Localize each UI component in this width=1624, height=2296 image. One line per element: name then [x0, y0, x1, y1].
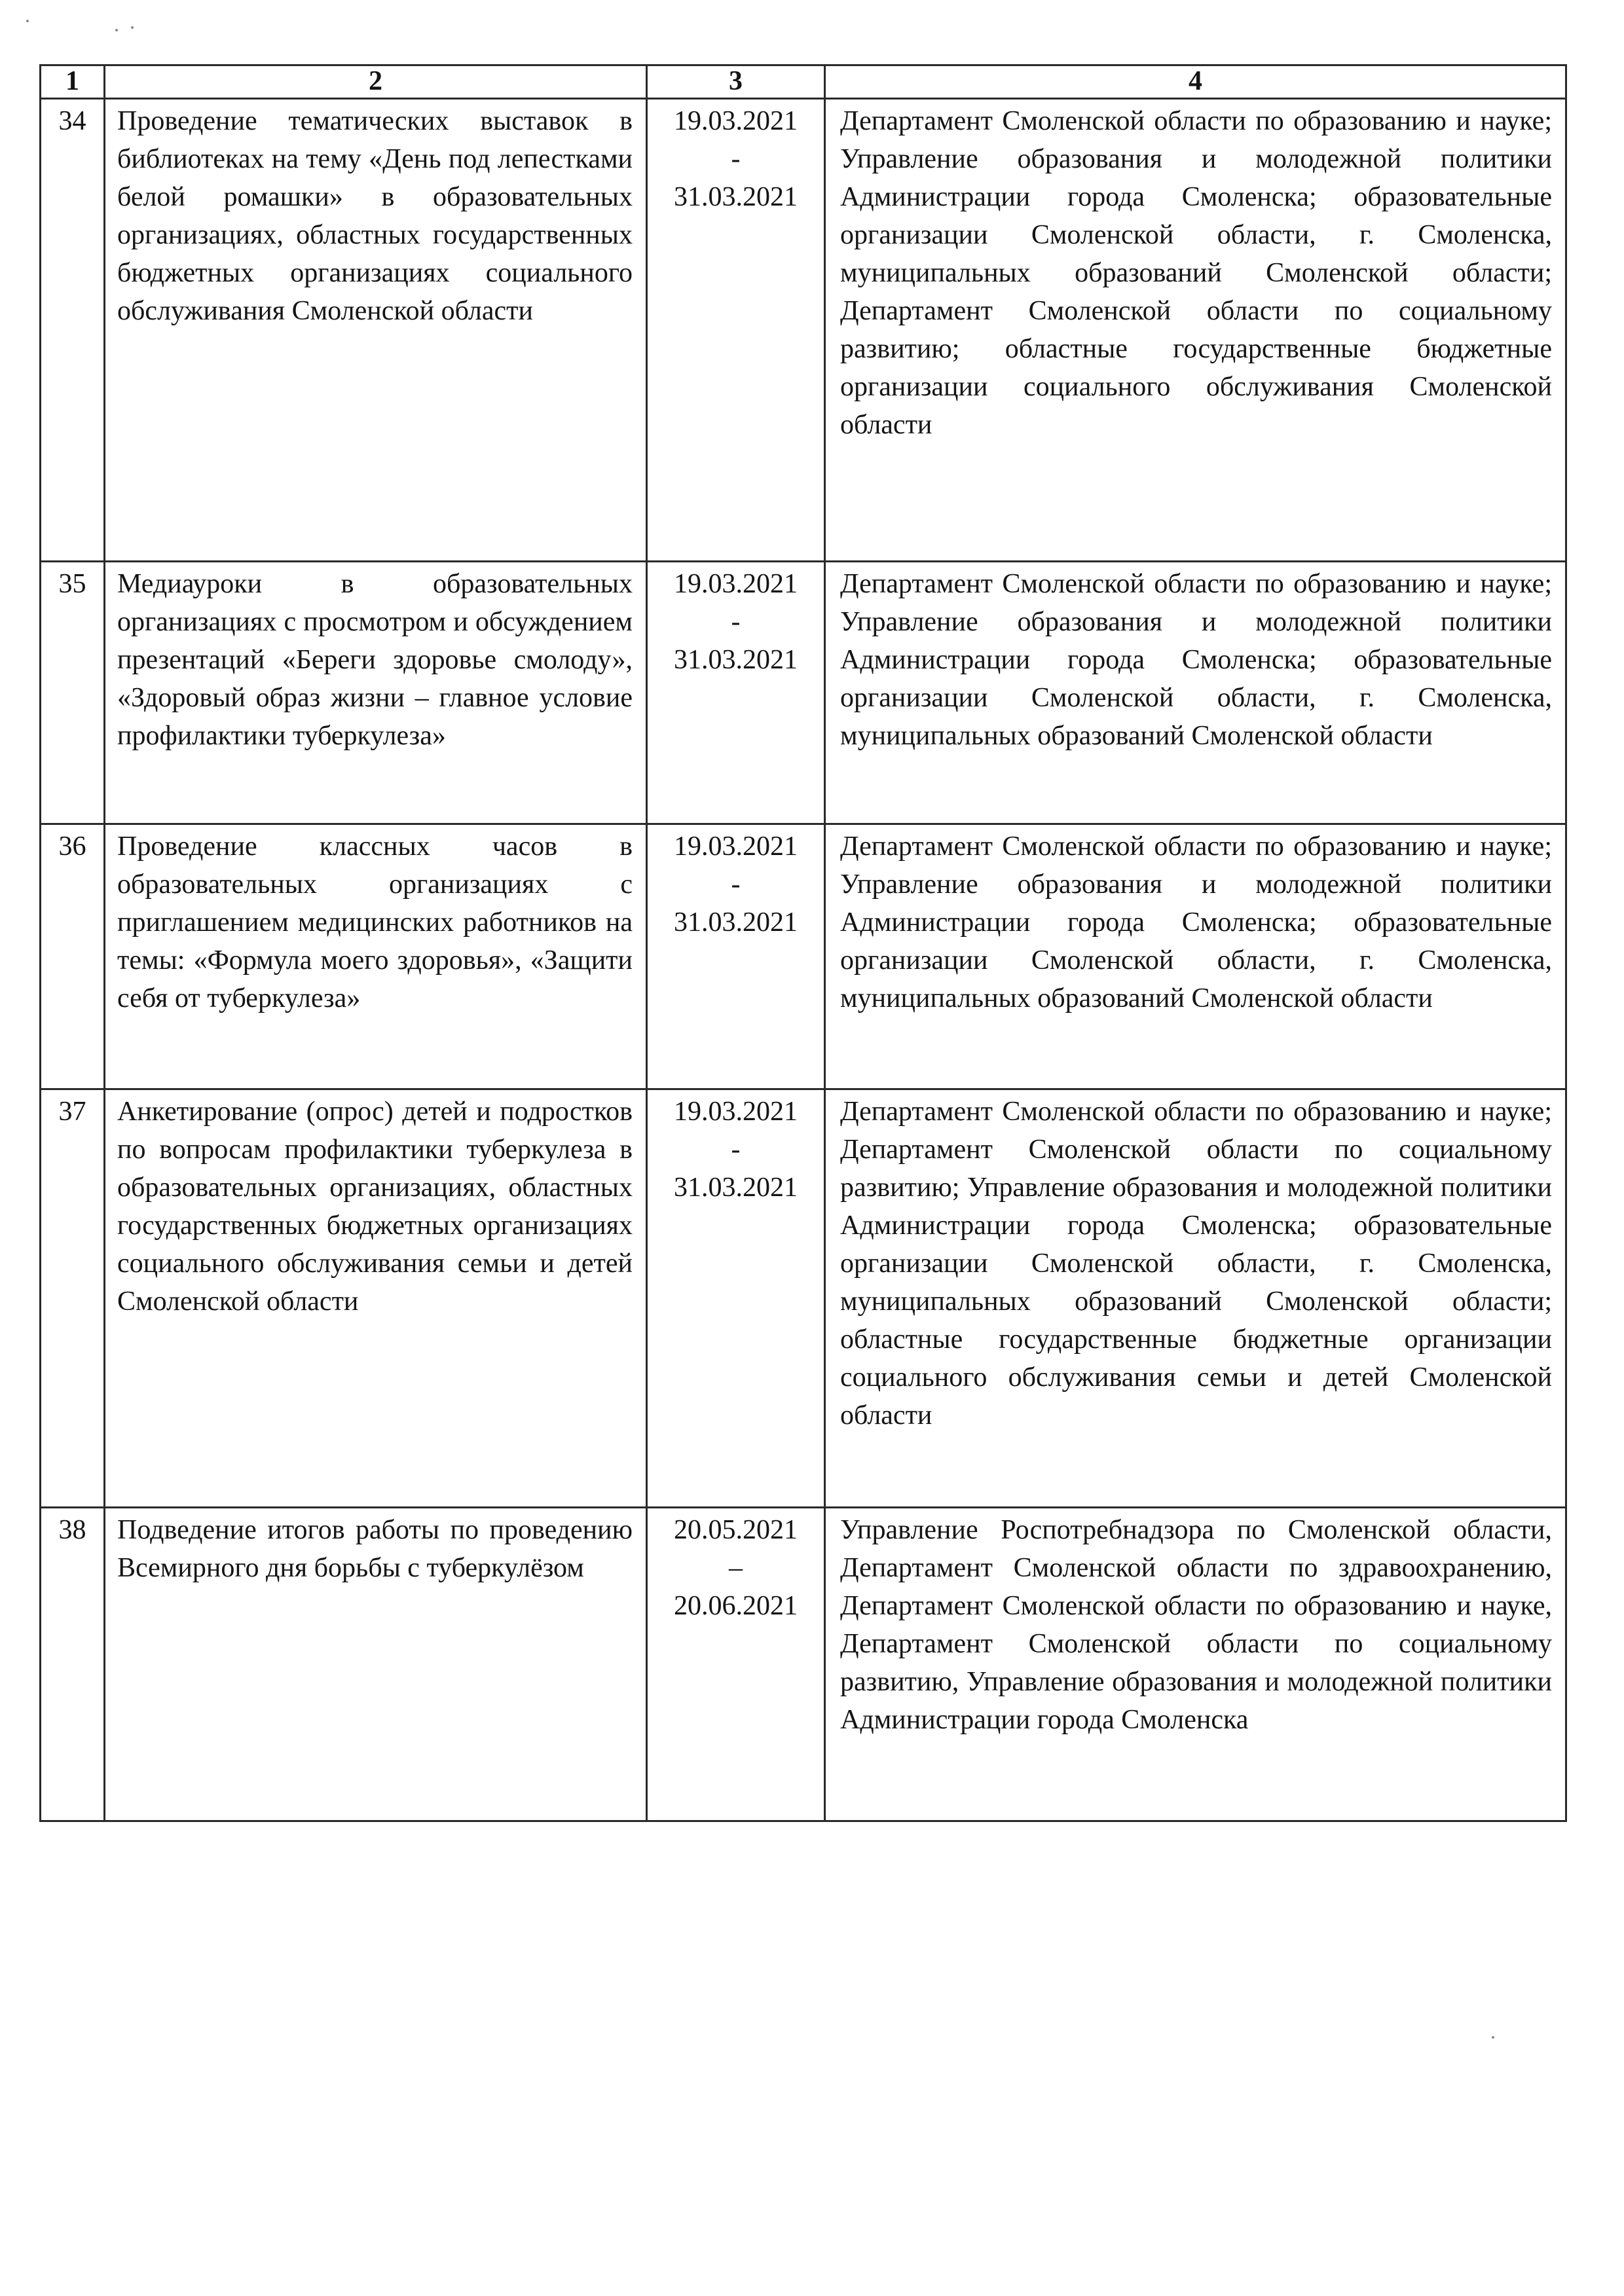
date-range [647, 1089, 825, 1508]
responsible-parties: Управление Роспотребнадзора по Смоленской области, Департамент Смоленской области по здравоохранению, Департамент Смоленской области по образованию и науке, Департамент Смоленской области по социальному развитию, Управление образования и молодежной политики Администрации города Смоленска [825, 1508, 1566, 1821]
date-range [647, 99, 825, 562]
date-start: 19.03.2021 [674, 569, 798, 599]
header-col-4: 4 [825, 65, 1566, 99]
responsible-parties: Департамент Смоленской области по образованию и науке; Управление образования и молодежной политики Администрации города Смоленска; образовательные организации Смоленской области, г. Смоленска, муниципальных образований Смоленской области; Департамент Смоленской области по социальному развитию; областные государственные бюджетные организации социального обслуживания Смоленской области [825, 99, 1566, 562]
date-start: 19.03.2021 [674, 106, 798, 136]
date-end: 31.03.2021 [674, 907, 798, 938]
header-col-2: 2 [105, 65, 647, 99]
event-description: Подведение итогов работы по проведению Всемирного дня борьбы с туберкулёзом [105, 1508, 647, 1821]
date-separator: – [729, 1553, 743, 1583]
scan-speck [115, 29, 118, 31]
date-start: 19.03.2021 [674, 1097, 798, 1127]
row-number: 34 [41, 99, 105, 562]
date-separator: - [731, 1135, 741, 1165]
event-description: Анкетирование (опрос) детей и подростков по вопросам профилактики туберкулеза в образовательных организациях, областных государственных бюджетных организациях социального обслуживания семьи и детей Смоленской области [105, 1089, 647, 1508]
date-separator: - [731, 869, 741, 900]
responsible-parties: Департамент Смоленской области по образованию и науке; Департамент Смоленской области по социальному развитию; Управление образования и молодежной политики Администрации города Смоленска; образовательные организации Смоленской области, г. Смоленска, муниципальных образований Смоленской области; областные государственные бюджетные организации социального обслуживания семьи и детей Смоленской области [825, 1089, 1566, 1508]
event-description: Медиауроки в образовательных организациях с просмотром и обсуждением презентаций «Береги здоровье смолоду», «Здоровый образ жизни – главное условие профилактики туберкулеза» [105, 562, 647, 824]
row-number: 36 [41, 824, 105, 1089]
table-row [41, 824, 1566, 1089]
date-end: 31.03.2021 [674, 182, 798, 212]
date-start: 19.03.2021 [674, 831, 798, 862]
date-end: 31.03.2021 [674, 645, 798, 675]
table-row [41, 1089, 1566, 1508]
event-description: Проведение классных часов в образовательных организациях с приглашением медицинских работников на темы: «Формула моего здоровья», «Защити себя от туберкулеза» [105, 824, 647, 1089]
table-row [41, 562, 1566, 824]
responsible-parties: Департамент Смоленской области по образованию и науке; Управление образования и молодежной политики Администрации города Смоленска; образовательные организации Смоленской области, г. Смоленска, муниципальных образований Смоленской области [825, 562, 1566, 824]
row-number: 38 [41, 1508, 105, 1821]
events-table [39, 64, 1567, 1822]
responsible-parties: Департамент Смоленской области по образованию и науке; Управление образования и молодежной политики Администрации города Смоленска; образовательные организации Смоленской области, г. Смоленска, муниципальных образований Смоленской области [825, 824, 1566, 1089]
date-start: 20.05.2021 [674, 1515, 798, 1545]
header-row [41, 65, 1566, 99]
date-end: 31.03.2021 [674, 1173, 798, 1203]
header-col-1: 1 [41, 65, 105, 99]
date-range [647, 824, 825, 1089]
scan-speck [26, 20, 29, 22]
date-range [647, 1508, 825, 1821]
table-row [41, 99, 1566, 562]
event-description: Проведение тематических выставок в библиотеках на тему «День под лепестками белой ромашки» в образовательных организациях, областных государственных бюджетных организациях социального обслуживания Смоленской области [105, 99, 647, 562]
scan-speck [131, 26, 134, 29]
scan-speck [1492, 2036, 1494, 2039]
date-separator: - [731, 144, 741, 174]
row-number: 35 [41, 562, 105, 824]
header-col-3: 3 [647, 65, 825, 99]
date-separator: - [731, 607, 741, 637]
table-row [41, 1508, 1566, 1821]
row-number: 37 [41, 1089, 105, 1508]
date-range [647, 562, 825, 824]
date-end: 20.06.2021 [674, 1591, 798, 1621]
